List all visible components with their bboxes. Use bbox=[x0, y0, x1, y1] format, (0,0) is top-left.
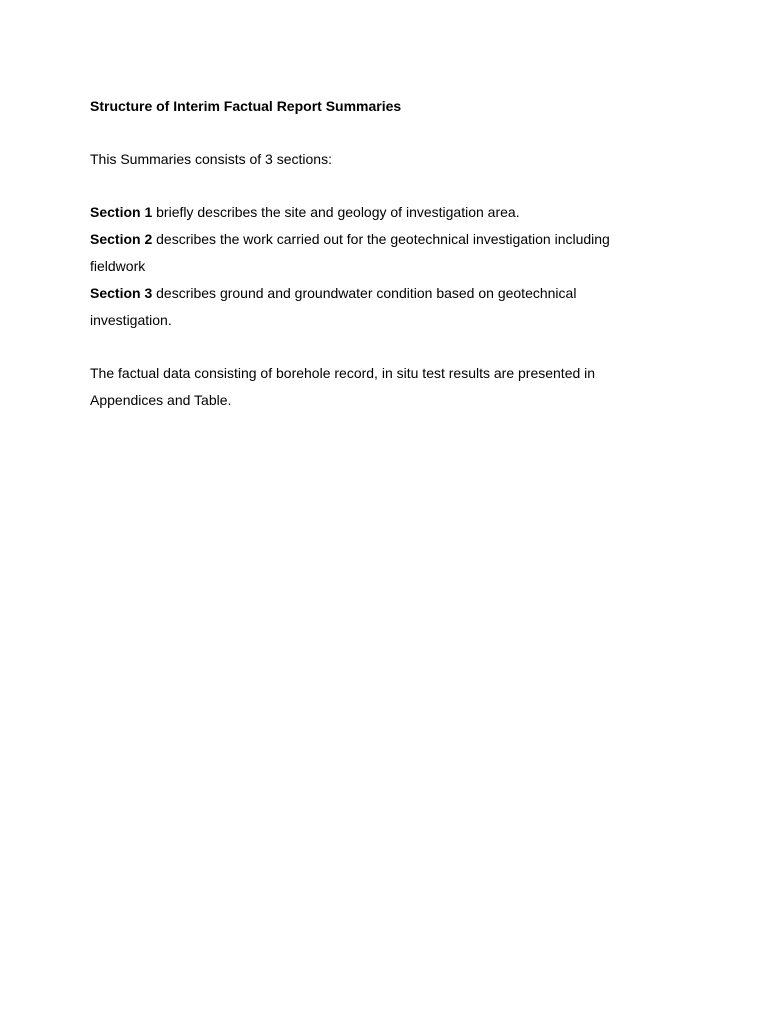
section-1-label: Section 1 bbox=[90, 204, 153, 220]
section-1-paragraph bbox=[90, 199, 650, 226]
document-body bbox=[90, 93, 650, 414]
section-3-text: describes ground and groundwater condition based on geotechnical investigation. bbox=[90, 285, 577, 328]
section-3-paragraph bbox=[90, 280, 650, 334]
section-1-text: briefly describes the site and geology of investigation area. bbox=[152, 204, 520, 220]
sections-list bbox=[90, 199, 650, 334]
section-2-paragraph bbox=[90, 226, 650, 280]
section-3-label: Section 3 bbox=[90, 285, 153, 301]
closing-paragraph: The factual data consisting of borehole record, in situ test results are presented in Appendices and Table. bbox=[90, 365, 596, 408]
document-title: Structure of Interim Factual Report Summaries bbox=[90, 98, 402, 114]
section-2-label: Section 2 bbox=[90, 231, 153, 247]
intro-paragraph: This Summaries consists of 3 sections: bbox=[90, 151, 332, 167]
section-2-text: describes the work carried out for the geotechnical investigation including fieldwork bbox=[90, 231, 610, 274]
